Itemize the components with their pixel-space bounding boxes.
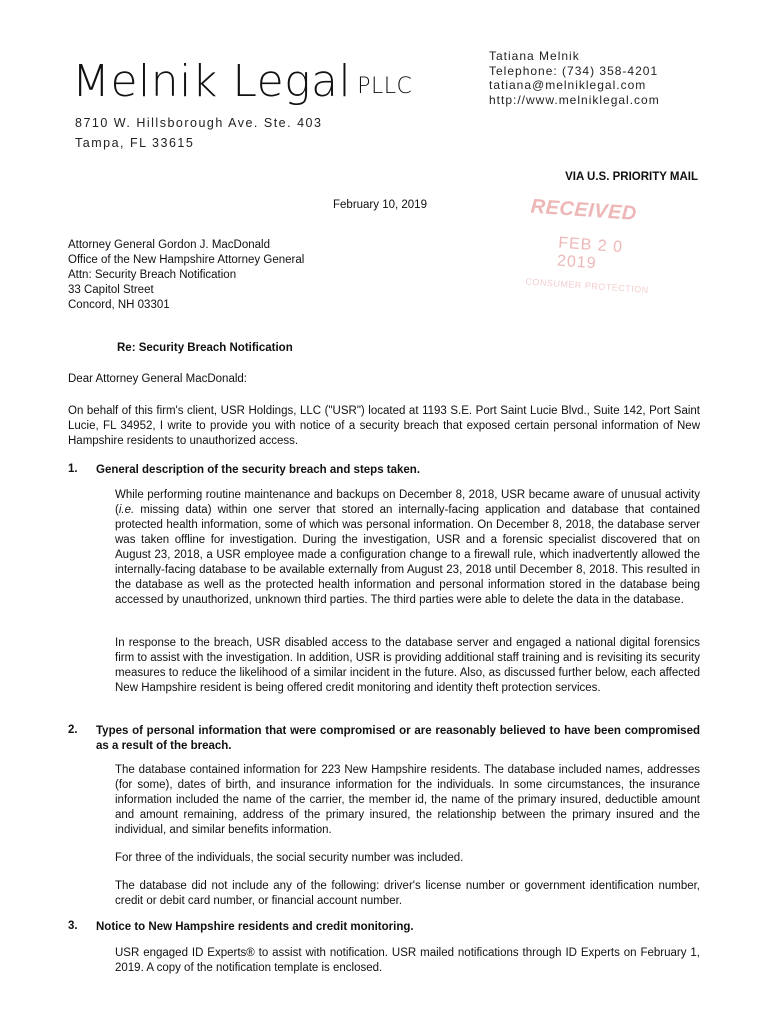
section-2-paragraph-1: The database contained information for 223 New Hampshire residents. The database included names, addresses (for some), dates of birth, and insurance information for the individuals. In some circumstances, the insurance information included the name of the carrier, the member id, the name of the primary insured, deductible amount and amount remaining, address of the primary insured, the relationship between the primary insured and the individual, and similar benefits information. bbox=[115, 764, 700, 836]
letter-date: February 10, 2019 bbox=[333, 199, 427, 211]
stamp-office: CONSUMER PROTECTION bbox=[525, 276, 650, 295]
stamp-date: FEB 2 0 2019 bbox=[556, 234, 624, 273]
section-1-p1-after: missing data) within one server that stored an internally-facing application and database that contained protected health information, some of which was personal information. On December 8, 2018, the database server was taken offline for investigation. During the investigation, USR and a forensic specialist discovered that on August 23, 2018, a USR employee made a configuration change to a firewall rule, which inadvertently allowed the internally-facing database to be available externally from August 23, 2018 until December 8, 2018. This resulted in the database as well as the protected health information and personal information stored in the database being accessed by unauthorized, unknown third parties. The third parties were able to delete the data in the database. bbox=[115, 504, 700, 606]
recipient-line: Concord, NH 03301 bbox=[68, 299, 170, 311]
recipient-line: Office of the New Hampshire Attorney General bbox=[68, 254, 305, 266]
section-2-heading: Types of personal information that were compromised or are reasonably believed to have been compromised as a result of the breach. bbox=[96, 725, 700, 752]
section-1-paragraph-1 bbox=[115, 488, 700, 608]
firm-address-line2: Tampa, FL 33615 bbox=[75, 136, 195, 150]
section-1-paragraph-2: In response to the breach, USR disabled access to the database server and engaged a national digital forensics firm to assist with the investigation. In addition, USR is providing additional staff training and is revisiting its security measures to reduce the likelihood of a similar incident in the future. Also, as discussed further below, each affected New Hampshire resident is being offered credit monitoring and identity theft protection services. bbox=[115, 637, 700, 694]
intro-paragraph: On behalf of this firm's client, USR Holdings, LLC ("USR") located at 1193 S.E. Port Saint Lucie Blvd., Suite 142, Port Saint Lucie, FL 34952, I write to provide you with notice of a security breach that exposed certain personal information of New Hampshire residents to unauthorized access. bbox=[68, 405, 700, 447]
firm-address bbox=[75, 113, 322, 153]
received-stamp bbox=[525, 196, 661, 301]
section-3-number: 3. bbox=[68, 920, 78, 932]
section-2-paragraph-2: For three of the individuals, the social security number was included. bbox=[115, 852, 464, 864]
contact-email: tatiana@melniklegal.com bbox=[489, 78, 647, 92]
section-1-p1-before: While performing routine maintenance and backups on December 8, 2018, USR became aware of unusual activity ( bbox=[115, 489, 700, 516]
recipient-line: Attorney General Gordon J. MacDonald bbox=[68, 239, 270, 251]
delivery-method: VIA U.S. PRIORITY MAIL bbox=[565, 171, 698, 183]
section-1-p1-ie: i.e. bbox=[118, 504, 135, 516]
firm-name: Melnik Legal bbox=[72, 56, 352, 107]
recipient-line: Attn: Security Breach Notification bbox=[68, 269, 237, 281]
contact-block bbox=[489, 49, 660, 107]
section-1-heading: General description of the security breach and steps taken. bbox=[96, 464, 421, 476]
firm-logo bbox=[72, 56, 413, 107]
re-line: Re: Security Breach Notification bbox=[117, 342, 293, 354]
section-2-number: 2. bbox=[68, 724, 78, 736]
section-3-paragraph-1: USR engaged ID Experts® to assist with notification. USR mailed notifications through ID Experts on February 1, 2019. A copy of the notification template is enclosed. bbox=[115, 947, 700, 974]
firm-suffix: PLLC bbox=[357, 74, 413, 99]
contact-phone: Telephone: (734) 358-4201 bbox=[489, 63, 659, 78]
contact-name: Tatiana Melnik bbox=[489, 49, 580, 63]
recipient-address bbox=[68, 238, 304, 313]
section-1-number: 1. bbox=[68, 463, 78, 475]
stamp-title: RECEIVED bbox=[529, 195, 638, 225]
section-3-heading: Notice to New Hampshire residents and credit monitoring. bbox=[96, 921, 414, 933]
firm-address-line1: 8710 W. Hillsborough Ave. Ste. 403 bbox=[75, 116, 323, 130]
salutation: Dear Attorney General MacDonald: bbox=[68, 373, 247, 385]
recipient-line: 33 Capitol Street bbox=[68, 284, 154, 296]
section-2-paragraph-3: The database did not include any of the following: driver's license number or government identification number, credit or debit card number, or financial account number. bbox=[115, 880, 700, 907]
contact-web: http://www.melniklegal.com bbox=[489, 92, 660, 107]
